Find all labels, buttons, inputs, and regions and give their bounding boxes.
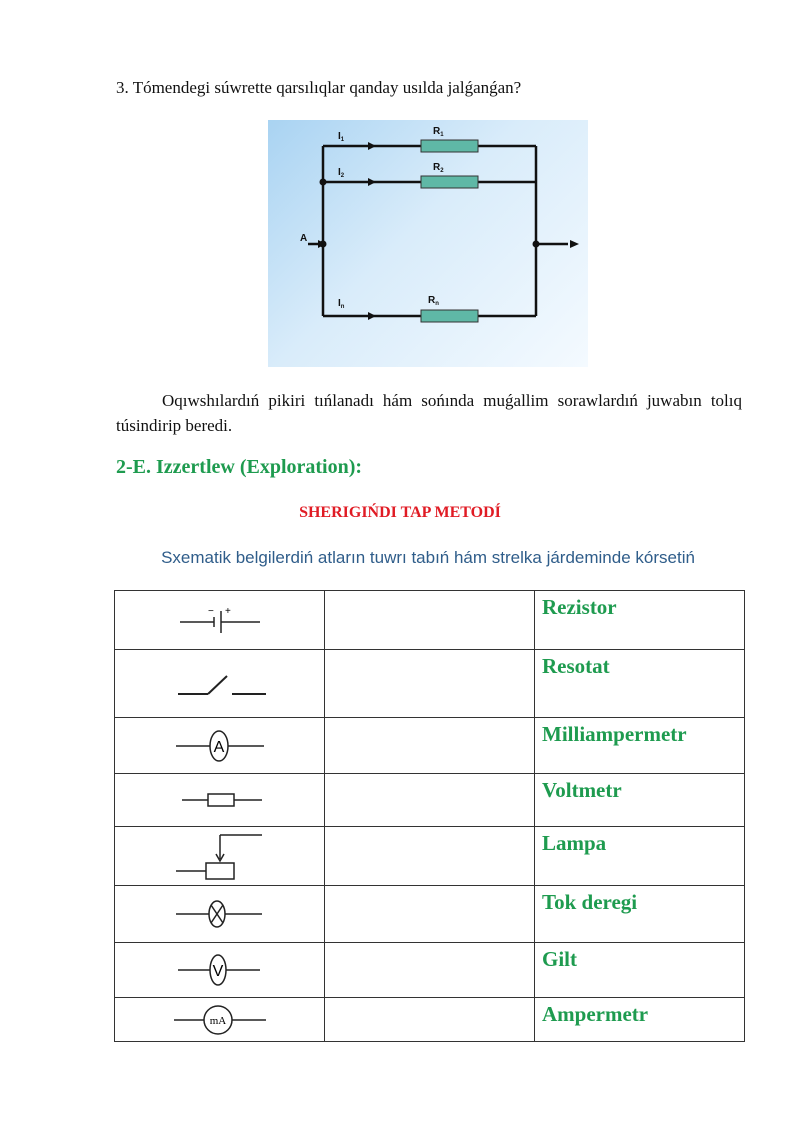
symbol-cell — [115, 718, 325, 774]
lamp-icon — [170, 897, 270, 931]
symbol-cell — [115, 827, 325, 886]
question-text: 3. Tómendegi súwrette qarsılıqlar qanday usılda jalǵanǵan? — [116, 78, 522, 97]
term-label: Gilt — [542, 947, 577, 971]
instruction-text: Sxematik belgilerdiń atların tuwrı tabıń hám strelka járdeminde kórsetiń — [161, 548, 695, 567]
circuit-diagram — [268, 120, 588, 367]
ammeter-icon — [170, 728, 270, 764]
junction-dot — [320, 179, 327, 186]
term-cell — [535, 591, 745, 650]
term-cell — [535, 718, 745, 774]
answer-cell[interactable] — [325, 998, 535, 1042]
symbol-cell — [115, 886, 325, 943]
term-label: Lampa — [542, 831, 607, 855]
answer-cell[interactable] — [325, 650, 535, 718]
svg-text:−: − — [207, 606, 214, 617]
voltmeter-icon — [170, 952, 270, 988]
table-row — [115, 998, 745, 1042]
term-cell — [535, 774, 745, 827]
symbol-cell — [115, 774, 325, 827]
term-label: Milliampermetr — [542, 722, 687, 746]
term-cell — [535, 943, 745, 998]
resistor-label-2: $R_2$ — [433, 162, 444, 174]
current-label-1: $I_1$ — [338, 131, 345, 143]
section-title: 2-E. Izzertlew (Exploration): — [116, 456, 363, 478]
symbol-cell — [115, 591, 325, 650]
answer-cell[interactable] — [325, 774, 535, 827]
resistor-r2 — [421, 176, 478, 188]
current-arrow-2 — [368, 178, 376, 186]
symbol-cell — [115, 943, 325, 998]
svg-text:A: A — [213, 738, 224, 756]
table-row — [115, 650, 745, 718]
term-cell — [535, 998, 745, 1042]
parallel-circuit-figure — [268, 120, 588, 367]
answer-cell[interactable] — [325, 827, 535, 886]
term-label: Rezistor — [542, 595, 617, 619]
svg-text:+: + — [224, 606, 231, 617]
resistor-label-n: $R_n$ — [428, 295, 439, 307]
resistor-icon — [170, 788, 270, 812]
switch-icon — [170, 664, 270, 704]
current-arrow-n — [368, 312, 376, 320]
term-cell — [535, 650, 745, 718]
table-row — [115, 718, 745, 774]
answer-cell[interactable] — [325, 718, 535, 774]
node-label-a: A — [300, 233, 308, 244]
symbol-matching-table — [114, 590, 745, 1042]
resistor-label-1: $R_1$ — [433, 126, 444, 138]
current-label-2: $I_2$ — [338, 167, 345, 179]
resistor-r1 — [421, 140, 478, 152]
svg-text:mA: mA — [209, 1014, 226, 1027]
battery-icon — [170, 605, 270, 635]
resistor-rn — [421, 310, 478, 322]
term-label: Voltmetr — [542, 778, 622, 802]
current-arrow-1 — [368, 142, 376, 150]
output-arrow — [570, 240, 579, 248]
answer-cell[interactable] — [325, 591, 535, 650]
symbol-cell — [115, 650, 325, 718]
term-label: Tok deregi — [542, 890, 638, 914]
term-label: Resotat — [542, 654, 610, 678]
term-cell — [535, 827, 745, 886]
milliammeter-icon — [170, 1004, 270, 1036]
answer-cell[interactable] — [325, 943, 535, 998]
answer-cell[interactable] — [325, 886, 535, 943]
teacher-note-paragraph: Oqıwshılardıń pikiri tıńlanadı hám sońında muǵallim sorawlardıń juwabın tolıq túsindirip beredi. — [116, 391, 742, 435]
table-row — [115, 774, 745, 827]
method-title: SHERIGIŃDI TAP METODÍ — [299, 504, 501, 521]
table-row — [115, 591, 745, 650]
current-label-n: $I_n$ — [338, 298, 345, 310]
svg-text:V: V — [212, 963, 223, 980]
junction-dot — [320, 241, 327, 248]
table-row — [115, 827, 745, 886]
junction-dot — [533, 241, 540, 248]
table-row — [115, 886, 745, 943]
term-label: Ampermetr — [542, 1002, 649, 1026]
rheostat-icon — [170, 831, 270, 881]
term-cell — [535, 886, 745, 943]
symbol-cell — [115, 998, 325, 1042]
table-row — [115, 943, 745, 998]
